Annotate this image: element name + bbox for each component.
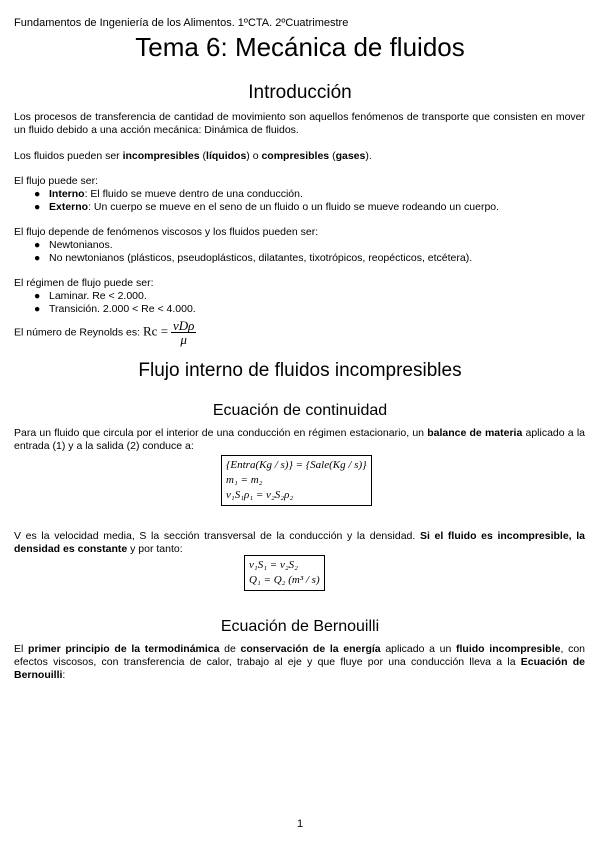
bullet-icon: ● [34, 303, 41, 315]
running-header: Fundamentos de Ingeniería de los Alimentos. 1ºCTA. 2ºCuatrimestre [14, 17, 349, 29]
reynolds-fraction [171, 319, 196, 346]
subheading-bernoulli: Ecuación de Bernouilli [220, 618, 380, 635]
equation-line: v₁S₁ρ₁ = v₂S₂ρ₂ [226, 489, 294, 501]
equation-line: {Entra(Kg / s)} = {Sale(Kg / s)} [226, 459, 367, 471]
reynolds-denominator: μ [180, 332, 187, 347]
viscous-intro: El flujo depende de fenómenos viscosos y los fluidos pueden ser: [14, 226, 319, 238]
subheading-continuity: Ecuación de continuidad [212, 402, 388, 419]
equation-line: Q₁ = Q₂ (m³ / s) [249, 574, 320, 586]
list-item: ● Newtonianos. [34, 239, 113, 251]
continuity-equation-box [221, 455, 372, 506]
bullet-icon: ● [34, 290, 41, 302]
list-item: ● Interno: El fluido se mueve dentro de una conducción. [34, 188, 303, 200]
regime-intro: El régimen de flujo puede ser: [14, 277, 154, 289]
reynolds-label: El número de Reynolds es: [14, 326, 141, 339]
page-title: Tema 6: Mecánica de fluidos [135, 32, 465, 62]
equation-line: v₁S₁ = v₂S₂ [249, 559, 298, 571]
list-item: ● Transición. 2.000 < Re < 4.000. [34, 303, 196, 315]
section-heading-intro: Introducción [248, 82, 352, 103]
equation-line: m₁ = m₂ [226, 474, 263, 486]
page-number: 1 [296, 818, 304, 830]
section-heading-internal-flow: Flujo interno de fluidos incompresibles [138, 360, 462, 381]
reynolds-lhs: Rc = [143, 323, 169, 339]
list-item: ● Externo: Un cuerpo se mueve en el seno de un fluido o un fluido se mueve rodeando un cuerpo. [34, 201, 500, 213]
bernoulli-paragraph: El primer principio de la termodinámica de conservación de la energía aplicado a un fluido incompresible, con efectos viscosos, con transferencia de calor, trabajo al eje y que fluye por una conducción lleva a la Ecuación de Bernouilli: [14, 643, 585, 681]
fluid-types-paragraph: Los fluidos pueden ser incompresibles (líquidos) o compresibles (gases). [14, 150, 372, 162]
bullet-icon: ● [34, 252, 41, 264]
list-item: ● No newtonianos (plásticos, pseudoplásticos, dilatantes, tixotrópicos, reopécticos, etcétera). [34, 252, 473, 264]
reynolds-numerator: vDρ [172, 318, 195, 333]
continuity-paragraph: Para un fluido que circula por el interior de una conducción en régimen estacionario, un balance de materia aplicado a la entrada (1) y a la salida (2) conduce a: [14, 427, 585, 452]
flow-intro: El flujo puede ser: [14, 175, 99, 187]
reynolds-line [14, 319, 585, 346]
list-item: ● Laminar. Re < 2.000. [34, 290, 147, 302]
bullet-icon: ● [34, 201, 41, 213]
bullet-icon: ● [34, 188, 41, 200]
incompressible-paragraph: V es la velocidad media, S la sección transversal de la conducción y la densidad. Si el fluido es incompresible, la densidad es constante y por tanto: [14, 530, 585, 555]
bullet-icon: ● [34, 239, 41, 251]
intro-paragraph: Los procesos de transferencia de cantidad de movimiento son aquellos fenómenos de transporte que consisten en mover un fluido debido a una acción mecánica: Dinámica de fluidos. [14, 111, 585, 136]
flow-rate-equation-box [244, 555, 325, 591]
